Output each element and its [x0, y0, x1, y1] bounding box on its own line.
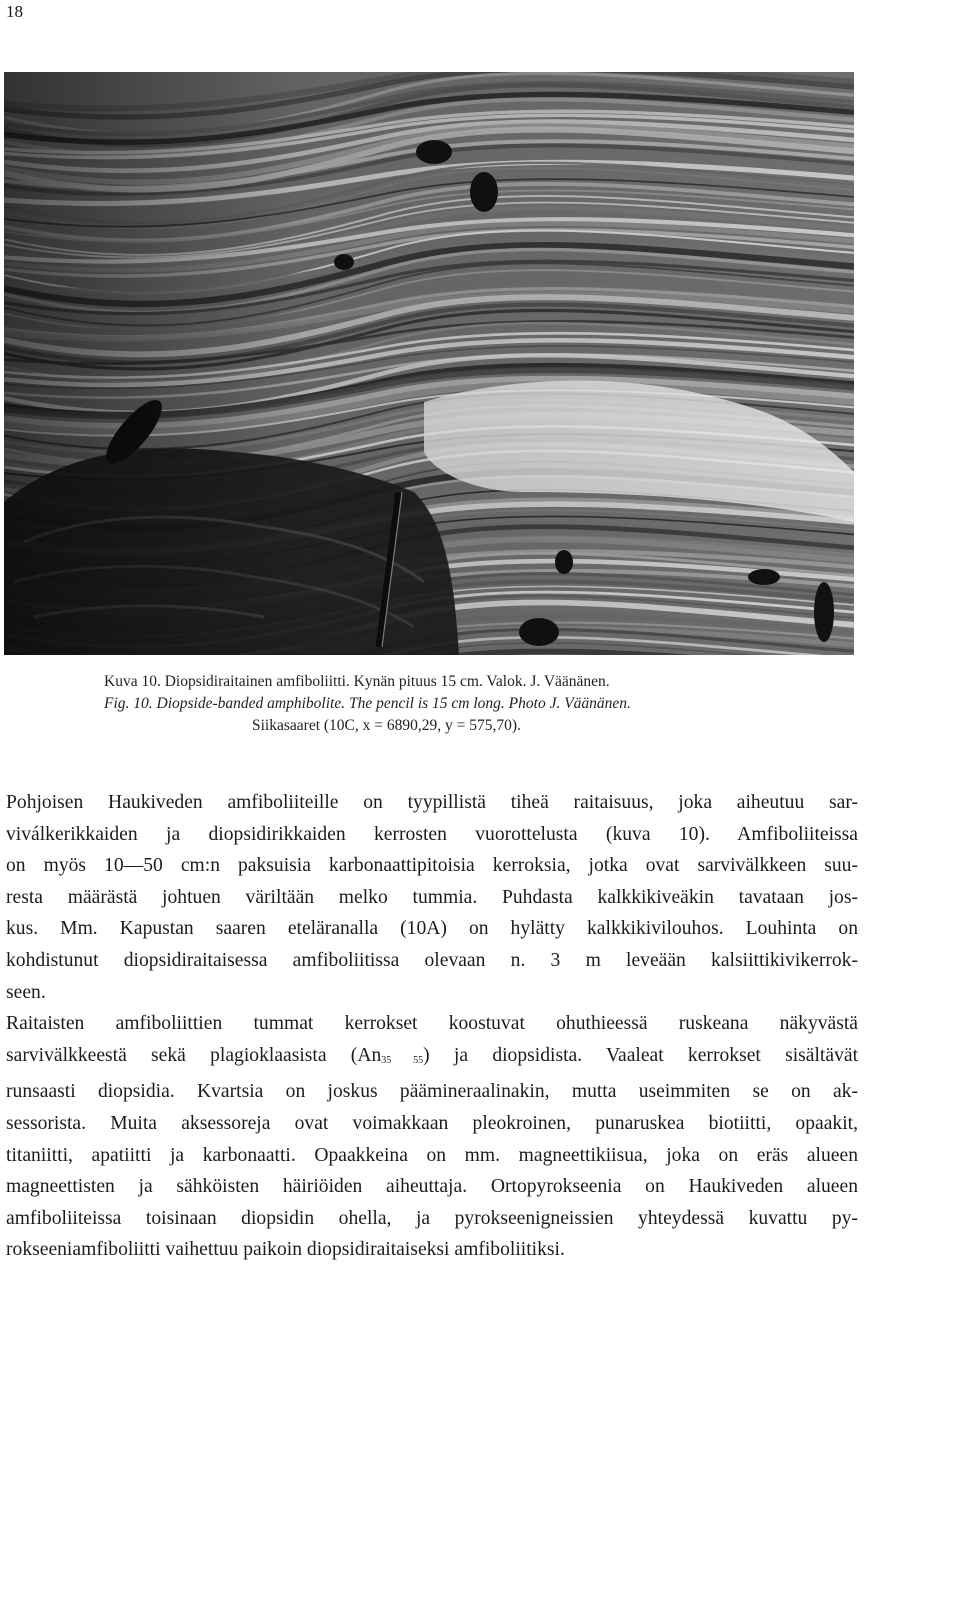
text-line: sessorista. Muita aksessoreja ovat voimakkaan pleokroinen, punaruskea biotiitti, opaakit, [6, 1112, 858, 1134]
text-line: magneettisten ja sähköisten häiriöiden aiheuttaja. Ortopyrokseenia on Haukiveden alueen [6, 1176, 858, 1198]
page-number: 18 [6, 2, 23, 21]
text-line: seen. [6, 981, 46, 1003]
paragraph-2 [6, 1008, 858, 1266]
text-line: rokseeniamfiboliitti vaihettuu paikoin diopsidiraitaiseksi amfiboliitiksi. [6, 1239, 565, 1261]
figure-caption [104, 671, 864, 737]
text-line: Raitaisten amfiboliittien tummat kerrokset koostuvat ohuthieessä ruskeana näkyvästä [6, 1013, 858, 1035]
caption-finnish: Kuva 10. Diopsidiraitainen amfiboliitti. Kynän pituus 15 cm. Valok. J. Väänänen. [104, 673, 610, 690]
figure-photo [4, 72, 854, 655]
paragraph-1 [6, 787, 858, 1008]
text-run: ) ja diopsidista. Vaaleat kerrokset sisältävät [423, 1044, 859, 1066]
text-line: viválkerikkaiden ja diopsidirikkaiden kerrosten vuorottelusta (kuva 10). Amfiboliiteissa [6, 823, 858, 845]
text-line: Pohjoisen Haukiveden amfiboliiteille on tyypillistä tiheä raitaisuus, joka aiheutuu sar- [6, 792, 858, 813]
text-line: kus. Mm. Kapustan saaren eteläranalla (10A) on hylätty kalkkikivilouhos. Louhinta on [6, 918, 858, 940]
text-line: kohdistunut diopsidiraitaisessa amfiboliitissa olevaan n. 3 m leveään kalsiittikivikerrok- [6, 949, 858, 971]
subscript: 35 55 [381, 1054, 424, 1066]
caption-english: Fig. 10. Diopside-banded amphibolite. The pencil is 15 cm long. Photo J. Väänänen. [104, 695, 631, 712]
text-line: amfiboliiteissa toisinaan diopsidin ohella, ja pyrokseenigneissien yhteydessä kuvattu py- [6, 1207, 858, 1229]
body-text [6, 787, 858, 1266]
text-line: resta määrästä johtuen väriltään melko tummia. Puhdasta kalkkikiveäkin tavataan jos- [6, 886, 858, 908]
caption-location: Siikasaaret (10C, x = 6890,29, y = 575,70). [252, 717, 521, 734]
banded-rock-photo [4, 72, 854, 655]
text-line: titaniitti, apatiitti ja karbonaatti. Opaakkeina on mm. magneettikiisua, joka on eräs alueen [6, 1144, 858, 1166]
text-run: sarvivälkkeestä sekä plagioklaasista (An [6, 1044, 382, 1066]
text-line: runsaasti diopsidia. Kvartsia on joskus päämineraalinakin, mutta useimmiten se on ak- [6, 1081, 858, 1103]
text-line: on myös 10—50 cm:n paksuisia karbonaattipitoisia kerroksia, jotka ovat sarvivälkkeen suu- [6, 855, 858, 877]
text-line [6, 1040, 858, 1077]
